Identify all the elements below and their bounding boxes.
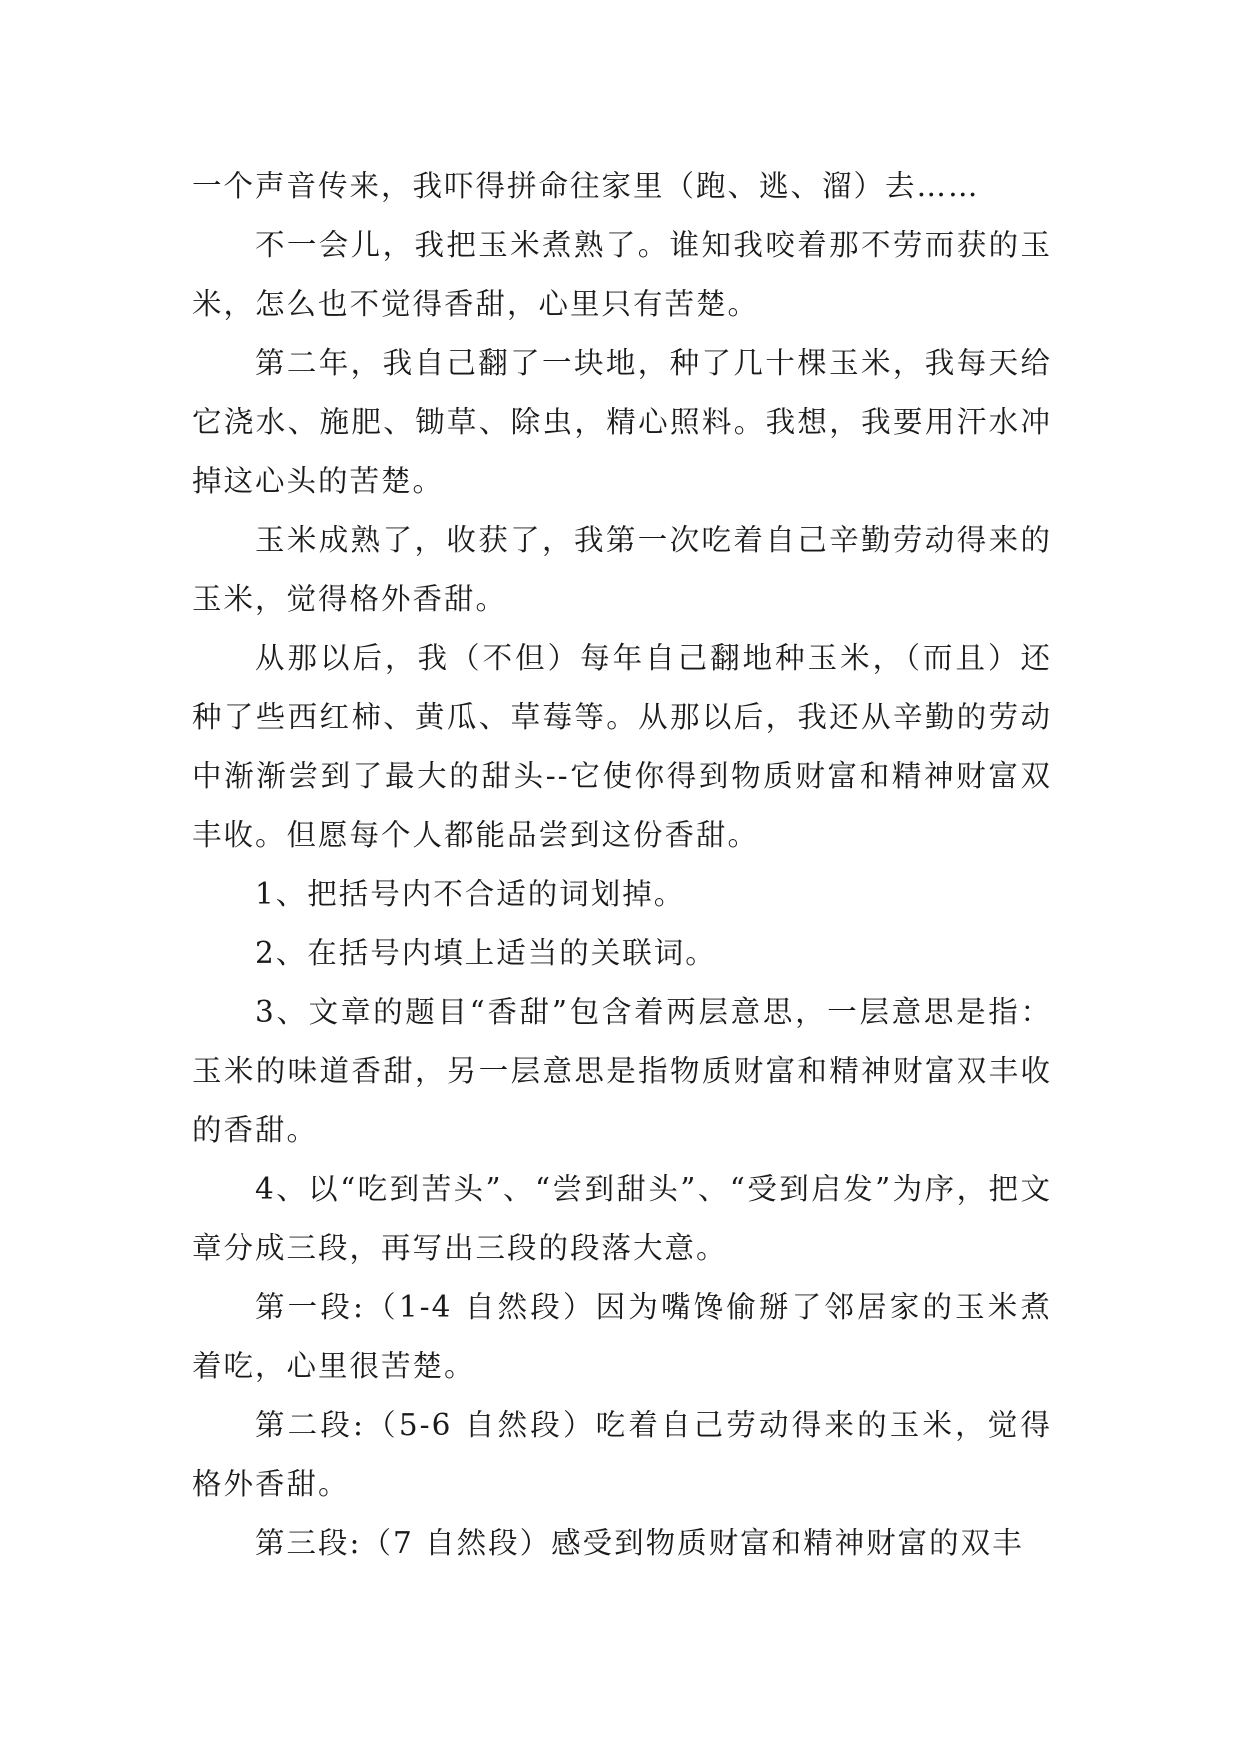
answer-item: 第三段:（7 自然段）感受到物质财富和精神财富的双丰 (255, 1526, 1024, 1560)
answer-item: 第一段:（1-4 自然段）因为嘴馋偷掰了邻居家的玉米煮着吃，心里很苦楚。 (192, 1290, 1052, 1383)
paragraph: 一个声音传来，我吓得拼命往家里（跑、逃、溜）去…… (192, 169, 980, 203)
paragraph: 玉米成熟了，收获了，我第一次吃着自己辛勤劳动得来的玉米，觉得格外香甜。 (192, 523, 1052, 616)
question-item: 3、文章的题目“香甜”包含着两层意思，一层意思是指：玉米的味道香甜，另一层意思是指物质财富和精神财富双丰收的香甜。 (192, 995, 1052, 1147)
answer-item: 第二段:（5-6 自然段）吃着自己劳动得来的玉米，觉得格外香甜。 (192, 1408, 1052, 1501)
question-item: 4、以“吃到苦头”、“尝到甜头”、“受到启发”为序，把文章分成三段，再写出三段的段落大意。 (192, 1172, 1052, 1265)
question-item: 1、把括号内不合适的词划掉。 (255, 877, 686, 911)
question-item: 2、在括号内填上适当的关联词。 (255, 936, 717, 970)
paragraph: 从那以后，我（不但）每年自己翻地种玉米，（而且）还种了些西红柿、黄瓜、草莓等。从那以后，我还从辛勤的劳动中渐渐尝到了最大的甜头--它使你得到物质财富和精神财富双丰收。但愿每个人都能品尝到这份香甜。 (192, 641, 1052, 852)
paragraph: 第二年，我自己翻了一块地，种了几十棵玉米，我每天给它浇水、施肥、锄草、除虫，精心照料。我想，我要用汗水冲掉这心头的苦楚。 (192, 346, 1052, 498)
paragraph: 不一会儿，我把玉米煮熟了。谁知我咬着那不劳而获的玉米，怎么也不觉得香甜，心里只有苦楚。 (192, 228, 1052, 321)
document-body (192, 157, 1052, 1573)
